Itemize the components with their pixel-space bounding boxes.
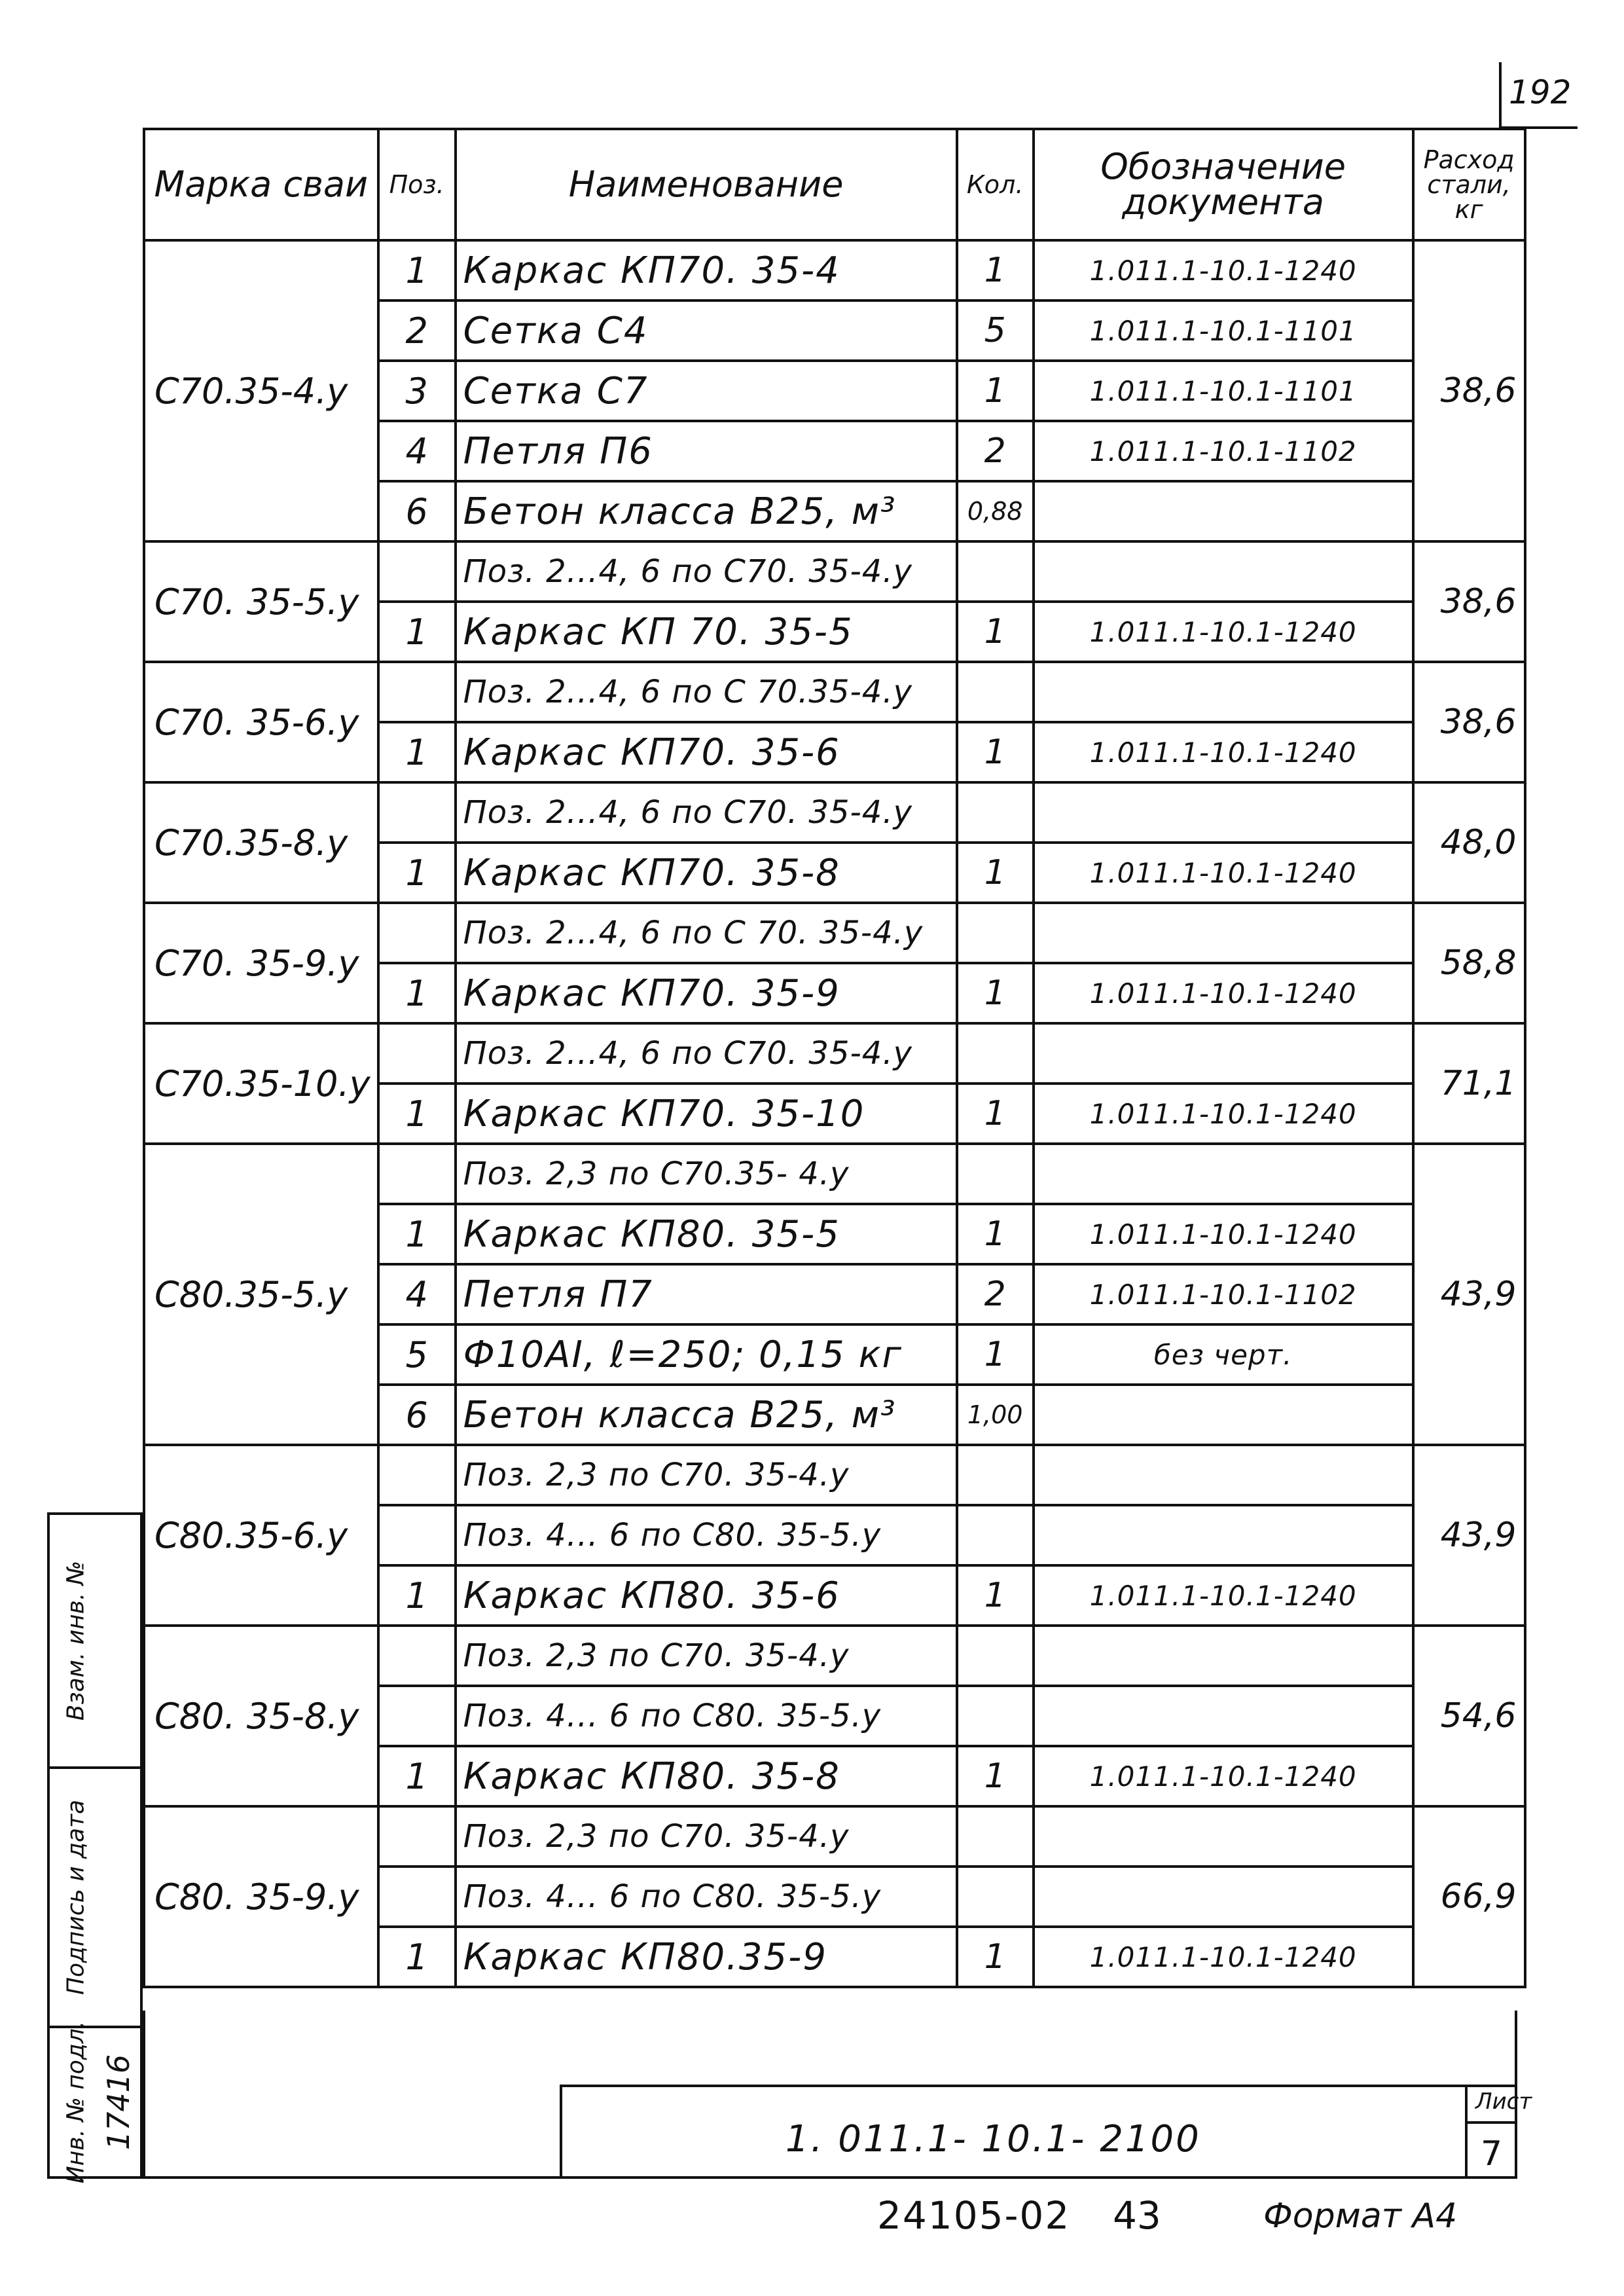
name-cell: Каркас КП70. 35-10 (456, 1084, 957, 1144)
quantity-cell (957, 1445, 1034, 1505)
name-cell: Каркас КП70. 35-4 (456, 240, 957, 301)
quantity-cell (957, 1505, 1034, 1565)
steel-consumption: 58,8 (1413, 903, 1525, 1023)
name-cell: Ф10АI, ℓ=250; 0,15 кг (456, 1324, 957, 1385)
name-cell: Поз. 2...4, 6 по С70. 35-4.у (456, 782, 957, 843)
quantity-cell: 1 (957, 602, 1034, 662)
quantity-cell: 1 (957, 361, 1034, 421)
table-row (144, 541, 1525, 602)
position-cell (378, 1626, 456, 1686)
name-cell: Сетка С7 (456, 361, 957, 421)
quantity-cell: 2 (957, 421, 1034, 481)
document-cell (1034, 541, 1413, 602)
pile-mark: С80.35-6.у (144, 1445, 378, 1626)
quantity-cell (957, 782, 1034, 843)
name-cell: Поз. 2,3 по С70. 35-4.у (456, 1806, 957, 1867)
quantity-cell: 1 (957, 1565, 1034, 1626)
name-cell: Поз. 2...4, 6 по С70. 35-4.у (456, 541, 957, 602)
header-mark: Марка сваи (144, 129, 378, 240)
quantity-cell (957, 1023, 1034, 1084)
document-cell (1034, 1806, 1413, 1867)
document-cell: 1.011.1-10.1-1102 (1034, 421, 1413, 481)
position-cell: 1 (378, 1084, 456, 1144)
quantity-cell (957, 1867, 1034, 1927)
header-name: Наименование (456, 129, 957, 240)
steel-consumption: 38,6 (1413, 240, 1525, 541)
document-cell (1034, 782, 1413, 843)
name-cell: Каркас КП70. 35-9 (456, 963, 957, 1023)
sheet-number: 7 (1481, 2134, 1503, 2174)
document-cell (1034, 1867, 1413, 1927)
position-cell: 1 (378, 1746, 456, 1806)
page-number-rule (1499, 62, 1502, 128)
name-cell: Сетка С4 (456, 301, 957, 361)
position-cell: 1 (378, 1565, 456, 1626)
quantity-cell (957, 1144, 1034, 1204)
position-cell: 4 (378, 421, 456, 481)
document-cell: 1.011.1-10.1-1240 (1034, 963, 1413, 1023)
pile-mark: С70. 35-9.у (144, 903, 378, 1023)
pile-mark: С80. 35-9.у (144, 1806, 378, 1987)
position-cell: 1 (378, 963, 456, 1023)
document-cell (1034, 1626, 1413, 1686)
pile-mark: С80. 35-8.у (144, 1626, 378, 1806)
pile-mark: С70.35-4.у (144, 240, 378, 541)
table-row (144, 1144, 1525, 1204)
specification-body (144, 240, 1525, 1987)
position-cell (378, 1806, 456, 1867)
position-cell: 6 (378, 1385, 456, 1445)
name-cell: Каркас КП80. 35-5 (456, 1204, 957, 1264)
quantity-cell: 1,00 (957, 1385, 1034, 1445)
document-cell: 1.011.1-10.1-1240 (1034, 722, 1413, 782)
steel-consumption: 43,9 (1413, 1144, 1525, 1445)
page-number: 192 (1509, 73, 1572, 111)
position-cell (378, 1445, 456, 1505)
position-cell (378, 903, 456, 963)
side-cell-podpis (47, 1766, 143, 2028)
position-cell (378, 541, 456, 602)
document-code: 1. 011.1- 10.1- 2100 (785, 2118, 1201, 2160)
document-cell (1034, 1686, 1413, 1746)
quantity-cell (957, 1686, 1034, 1746)
position-cell: 2 (378, 301, 456, 361)
name-cell: Поз. 2,3 по С70.35- 4.у (456, 1144, 957, 1204)
steel-consumption: 66,9 (1413, 1806, 1525, 1987)
steel-consumption: 48,0 (1413, 782, 1525, 903)
steel-consumption: 38,6 (1413, 541, 1525, 662)
side-cell-vzam (47, 1512, 143, 1769)
side-stamp (47, 1512, 143, 2184)
sheet-label: Лист (1475, 2088, 1532, 2115)
name-cell: Каркас КП 70. 35-5 (456, 602, 957, 662)
document-cell: 1.011.1-10.1-1240 (1034, 1204, 1413, 1264)
quantity-cell: 5 (957, 301, 1034, 361)
sheet-box-divider (1465, 2121, 1517, 2124)
document-cell (1034, 481, 1413, 541)
position-cell (378, 1144, 456, 1204)
document-cell (1034, 662, 1413, 722)
side-cell-inv (47, 2020, 143, 2184)
position-cell (378, 1023, 456, 1084)
name-cell: Поз. 2...4, 6 по С 70.35-4.у (456, 662, 957, 722)
document-cell: без черт. (1034, 1324, 1413, 1385)
name-cell: Поз. 2,3 по С70. 35-4.у (456, 1626, 957, 1686)
position-cell (378, 1867, 456, 1927)
table-row (144, 1023, 1525, 1084)
position-cell: 1 (378, 1204, 456, 1264)
name-cell: Каркас КП80.35-9 (456, 1927, 957, 1987)
document-cell: 1.011.1-10.1-1240 (1034, 240, 1413, 301)
header-doc: Обозначение документа (1034, 129, 1413, 240)
document-cell: 1.011.1-10.1-1101 (1034, 301, 1413, 361)
pile-mark: С70. 35-5.у (144, 541, 378, 662)
pile-mark: С80.35-5.у (144, 1144, 378, 1445)
document-cell (1034, 903, 1413, 963)
footer-copy-number: 43 (1113, 2193, 1161, 2238)
document-cell: 1.011.1-10.1-1240 (1034, 602, 1413, 662)
side-label-podpis: Подпись и дата (62, 1799, 90, 1995)
name-cell: Каркас КП80. 35-8 (456, 1746, 957, 1806)
quantity-cell (957, 541, 1034, 602)
table-row (144, 782, 1525, 843)
name-cell: Поз. 4... 6 по С80. 35-5.у (456, 1686, 957, 1746)
name-cell: Бетон класса В25, м³ (456, 1385, 957, 1445)
document-cell (1034, 1385, 1413, 1445)
table-row (144, 1806, 1525, 1867)
steel-consumption: 43,9 (1413, 1445, 1525, 1626)
position-cell (378, 662, 456, 722)
name-cell: Каркас КП80. 35-6 (456, 1565, 957, 1626)
table-row (144, 1445, 1525, 1505)
header-row (144, 129, 1525, 240)
position-cell: 4 (378, 1264, 456, 1324)
name-cell: Бетон класса В25, м³ (456, 481, 957, 541)
document-cell (1034, 1023, 1413, 1084)
name-cell: Петля П7 (456, 1264, 957, 1324)
position-cell: 5 (378, 1324, 456, 1385)
document-cell: 1.011.1-10.1-1240 (1034, 1565, 1413, 1626)
pile-mark: С70. 35-6.у (144, 662, 378, 782)
document-cell (1034, 1505, 1413, 1565)
quantity-cell (957, 1626, 1034, 1686)
table-row (144, 240, 1525, 301)
name-cell: Каркас КП70. 35-8 (456, 843, 957, 903)
quantity-cell: 1 (957, 1746, 1034, 1806)
quantity-cell: 1 (957, 843, 1034, 903)
name-cell: Поз. 2...4, 6 по С 70. 35-4.у (456, 903, 957, 963)
side-value-inv: 17416 (101, 2054, 136, 2151)
document-cell: 1.011.1-10.1-1240 (1034, 1746, 1413, 1806)
position-cell (378, 1505, 456, 1565)
quantity-cell: 1 (957, 1324, 1034, 1385)
specification-table (143, 128, 1526, 1988)
name-cell: Поз. 4... 6 по С80. 35-5.у (456, 1867, 957, 1927)
quantity-cell (957, 662, 1034, 722)
document-cell (1034, 1445, 1413, 1505)
document-cell: 1.011.1-10.1-1102 (1034, 1264, 1413, 1324)
quantity-cell: 1 (957, 722, 1034, 782)
quantity-cell (957, 1806, 1034, 1867)
header-steel: Расход стали, кг (1413, 129, 1525, 240)
table-row (144, 662, 1525, 722)
pile-mark: С70.35-8.у (144, 782, 378, 903)
name-cell: Поз. 4... 6 по С80. 35-5.у (456, 1505, 957, 1565)
name-cell: Поз. 2,3 по С70. 35-4.у (456, 1445, 957, 1505)
quantity-cell: 0,88 (957, 481, 1034, 541)
steel-consumption: 71,1 (1413, 1023, 1525, 1144)
position-cell: 3 (378, 361, 456, 421)
document-cell: 1.011.1-10.1-1240 (1034, 843, 1413, 903)
header-qty: Кол. (957, 129, 1034, 240)
position-cell: 6 (378, 481, 456, 541)
steel-consumption: 54,6 (1413, 1626, 1525, 1806)
side-label-inv: Инв. № подл. (62, 2020, 90, 2184)
name-cell: Поз. 2...4, 6 по С70. 35-4.у (456, 1023, 957, 1084)
quantity-cell: 1 (957, 1927, 1034, 1987)
table-row (144, 903, 1525, 963)
steel-consumption: 38,6 (1413, 662, 1525, 782)
position-cell: 1 (378, 240, 456, 301)
document-cell (1034, 1144, 1413, 1204)
footer-order-number: 24105-02 (877, 2193, 1071, 2238)
quantity-cell: 1 (957, 1204, 1034, 1264)
document-cell: 1.011.1-10.1-1240 (1034, 1927, 1413, 1987)
position-cell: 1 (378, 602, 456, 662)
document-cell: 1.011.1-10.1-1101 (1034, 361, 1413, 421)
position-cell (378, 782, 456, 843)
position-cell: 1 (378, 1927, 456, 1987)
pile-mark: С70.35-10.у (144, 1023, 378, 1144)
document-cell: 1.011.1-10.1-1240 (1034, 1084, 1413, 1144)
quantity-cell (957, 903, 1034, 963)
header-pos: Поз. (378, 129, 456, 240)
name-cell: Петля П6 (456, 421, 957, 481)
quantity-cell: 2 (957, 1264, 1034, 1324)
position-cell: 1 (378, 843, 456, 903)
table-row (144, 1626, 1525, 1686)
position-cell (378, 1686, 456, 1746)
quantity-cell: 1 (957, 1084, 1034, 1144)
side-label-vzam: Взам. инв. № (62, 1560, 90, 1721)
footer-format: Формат А4 (1263, 2196, 1458, 2236)
position-cell: 1 (378, 722, 456, 782)
name-cell: Каркас КП70. 35-6 (456, 722, 957, 782)
quantity-cell: 1 (957, 963, 1034, 1023)
quantity-cell: 1 (957, 240, 1034, 301)
